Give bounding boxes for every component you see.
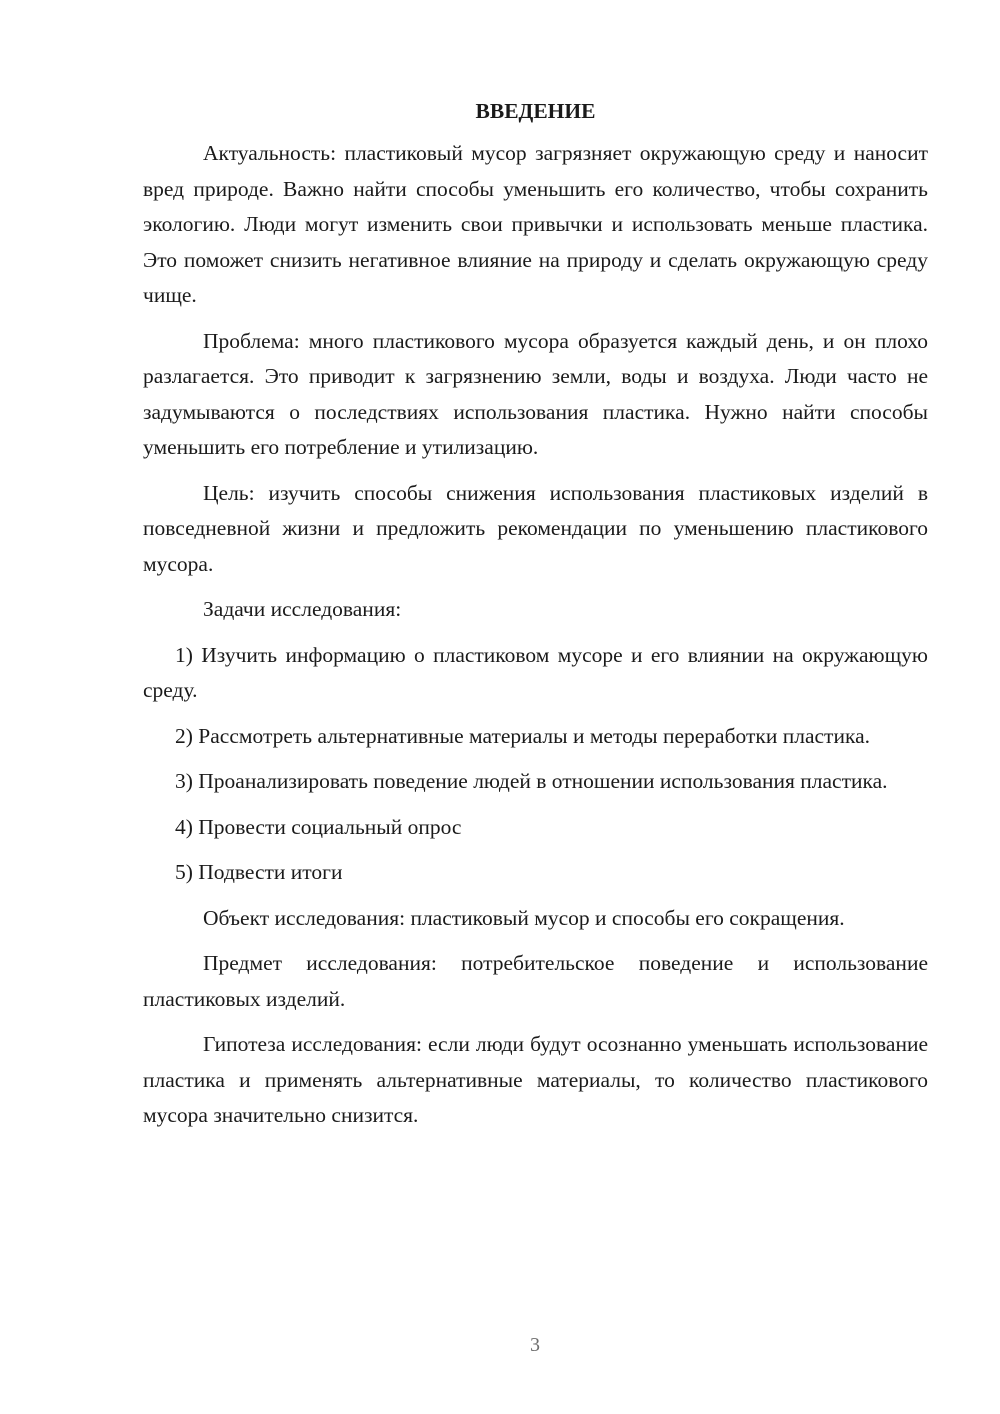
task-item-4: 4) Провести социальный опрос bbox=[175, 814, 462, 839]
section-title: ВВЕДЕНИЕ bbox=[475, 99, 596, 123]
paragraph-object: Объект исследования: пластиковый мусор и способы его сокращения. bbox=[203, 905, 845, 930]
task-item-1: 1) Изучить информацию о пластиковом мусоре и его влиянии на окружающую среду. bbox=[143, 642, 928, 702]
page-content bbox=[143, 94, 928, 1144]
task-item-2: 2) Рассмотреть альтернативные материалы и методы переработки пластика. bbox=[175, 723, 870, 748]
paragraph-subject: Предмет исследования: потребительское поведение и использование пластиковых изделий. bbox=[143, 951, 928, 1011]
paragraph-relevance: Актуальность: пластиковый мусор загрязняет окружающую среду и наносит вред природе. Важно найти способы уменьшить его количество, чтобы сохранить экологию. Люди могут изменить свои привычки и использовать меньше пластика. Это поможет снизить негативное влияние на природу и сделать окружающую среду чище. bbox=[143, 141, 928, 307]
task-item-5: 5) Подвести итоги bbox=[175, 860, 343, 884]
page-number: 3 bbox=[530, 1334, 540, 1356]
task-item-3: 3) Проанализировать поведение людей в отношении использования пластика. bbox=[175, 769, 888, 793]
paragraph-hypothesis: Гипотеза исследования: если люди будут осознанно уменьшать использование пластика и применять альтернативные материалы, то количество пластикового мусора значительно снизится. bbox=[143, 1032, 928, 1127]
paragraph-goal: Цель: изучить способы снижения использования пластиковых изделий в повседневной жизни и предложить рекомендации по уменьшению пластикового мусора. bbox=[143, 480, 928, 576]
paragraph-problem: Проблема: много пластикового мусора образуется каждый день, и он плохо разлагается. Это приводит к загрязнению земли, воды и воздуха. Люди часто не задумываются о последствиях использования пластика. Нужно найти способы уменьшить его потребление и утилизацию. bbox=[143, 328, 928, 459]
tasks-heading: Задачи исследования: bbox=[203, 597, 402, 621]
